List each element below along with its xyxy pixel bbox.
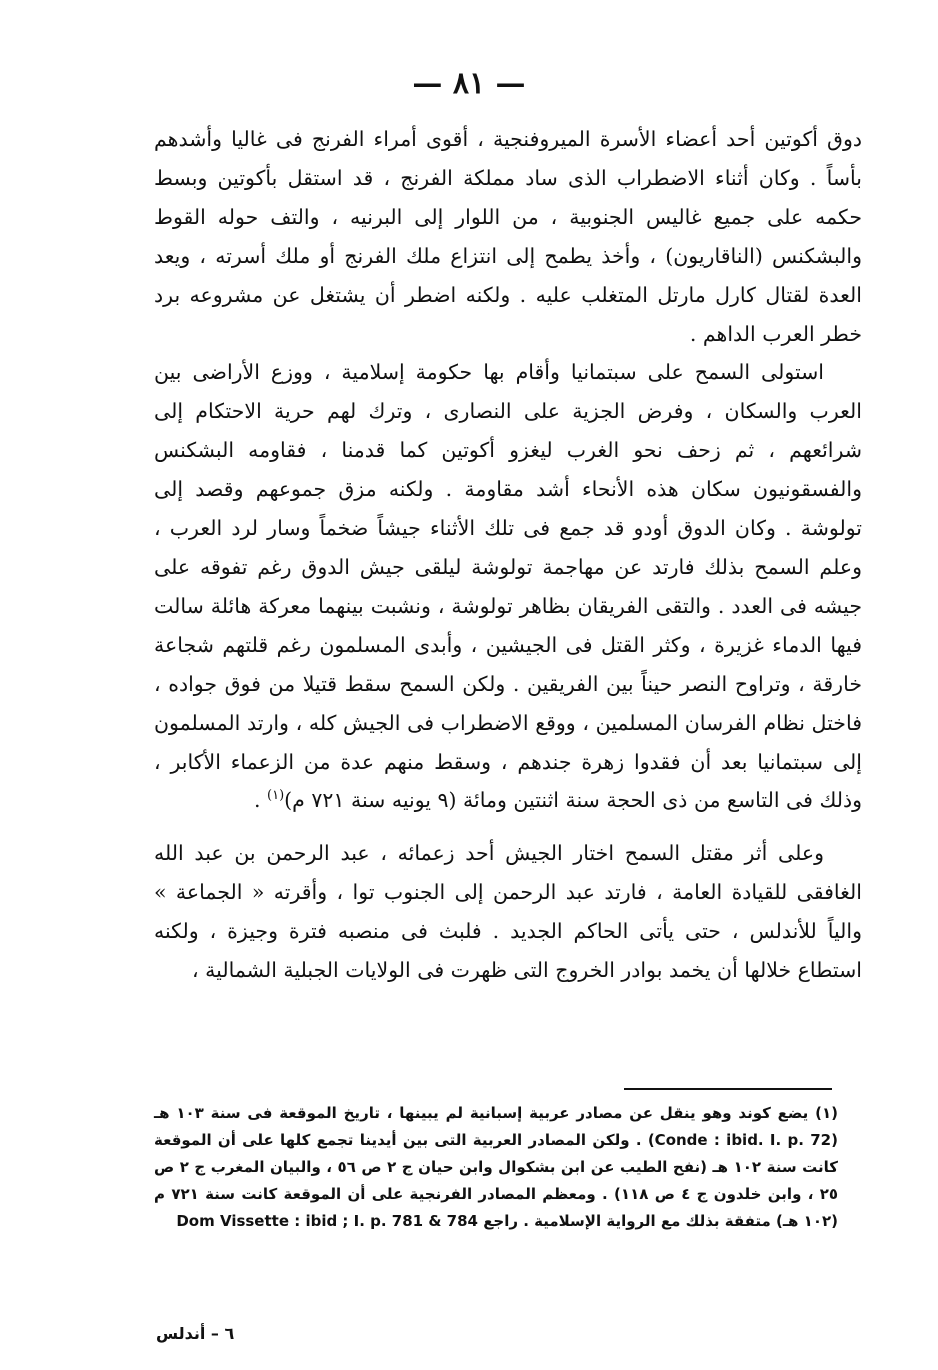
footnote-divider — [624, 1088, 832, 1090]
paragraph-text: استولى السمح على سبتمانيا وأقام بها حكومة إسلامية ، ووزع الأراضى بين العرب والسكان ، وفرض الجزية على النصارى ، وترك لهم حرية الاحتكام إلى شرائعهم ، ثم زحف نحو الغرب ليغزو أكوتين كما قدمنا ، فقاومه البشكنس والفسقونيون سكان هذه الأنحاء أشد مقاومة . ولكنه مزق جموعهم وقصد إلى تولوشة . وكان الدوق أودو قد جمع فى تلك الأثناء جيشاً ضخماً وسار لرد العرب ، وعلم السمح بذلك فارتد عن مهاجمة تولوشة ليلقى جيش الدوق رغم تفوقه على جيشه فى العدد . والتقى الفريقان بظاهر تولوشة ، ونشبت بينهما معركة هائلة سالت فيها الدماء غزيرة ، وكثر القتل فى الجيشين ، وأبدى المسلمون رغم قلتهم شجاعة خارقة ، وتراوح النصر حيناً بين الفريقين . ولكن السمح سقط قتيلا من فوق جواده ، فاختل نظام الفرسان المسلمين ، ووقع الاضطراب فى الجيش كله ، وارتد المسلمون إلى سبتمانيا بعد أن فقدوا زهرة جندهم ، وسقط منهم عدة من الزعماء الأكابر ، وذلك فى التاسع من ذى الحجة سنة اثنتين ومائة (٩ يونيه سنة ٧٢١ م) — [154, 360, 862, 813]
footnote-text: (١) يضع كوند وهو ينقل عن مصادر عربية إسبانية لم يبينها ، تاريخ الموقعة فى سنة ١٠٣ هـ — [154, 1104, 838, 1122]
signature-mark: ٦ – أندلس — [156, 1324, 235, 1343]
footnote — [154, 1100, 838, 1235]
page-number: — ٨١ — — [412, 66, 526, 101]
footnote-citation: Dom Vissette : ibid ; I. p. 781 & 784 — [176, 1212, 478, 1230]
footnotes — [154, 1100, 838, 1235]
footnote-citation: (Conde : ibid. I. p. 72) — [647, 1131, 838, 1149]
footnote-marker[interactable]: (١) — [267, 788, 285, 804]
paragraph: دوق أكوتين أحد أعضاء الأسرة الميروفنجية ، أقوى أمراء الفرنج فى غاليا وأشدهم بأساً . وكان أثناء الاضطراب الذى ساد مملكة الفرنج ، قد استقل بأكوتين وبسط حكمه على جميع غاليس الجنوبية ، من اللوار إلى البرنيه ، والتف حوله القوط والبشكنس (الناقاريون) ، وأخذ يطمح إلى انتزاع ملك الفرنج أو ملك أسرته ، ويعد العدة لقتال كارل مارتل المتغلب عليه . ولكنه اضطر أن يشتغل عن مشروعه برد خطر العرب الداهم . — [154, 127, 862, 346]
paragraph-end: . — [253, 788, 268, 813]
body-text — [154, 120, 862, 990]
paragraph — [154, 353, 862, 820]
footnote-text: . ولكن المصادر العربية التى بين أيدينا تجمع كلها على أن الموقعة كانت سنة ١٠٢ هـ (نفح الطيب عن ابن بشكوال وابن حيان ج ٢ ص ٥٦ ، والبيان المغرب ج ٢ ص ٢٥ ، وابن خلدون ج ٤ ص ١١٨) . ومعظم المصادر الفرنجية على أن الموقعة كانت سنة ٧٢١ م (١٠٢ هـ) متفقة بذلك مع الرواية الإسلامية . راجع — [154, 1131, 839, 1230]
paragraph: وعلى أثر مقتل السمح اختار الجيش أحد زعمائه ، عبد الرحمن بن عبد الله الغافقى للقيادة العامة ، فارتد عبد الرحمن إلى الجنوب توا ، وأقرته « الجماعة » والياً للأندلس ، حتى يأتى الحاكم الجديد . فلبث فى منصبه فترة وجيزة ، ولكنه استطاع خلالها أن يخمد بوادر الخروج التى ظهرت فى الولايات الجبلية الشمالية ، — [154, 841, 862, 983]
